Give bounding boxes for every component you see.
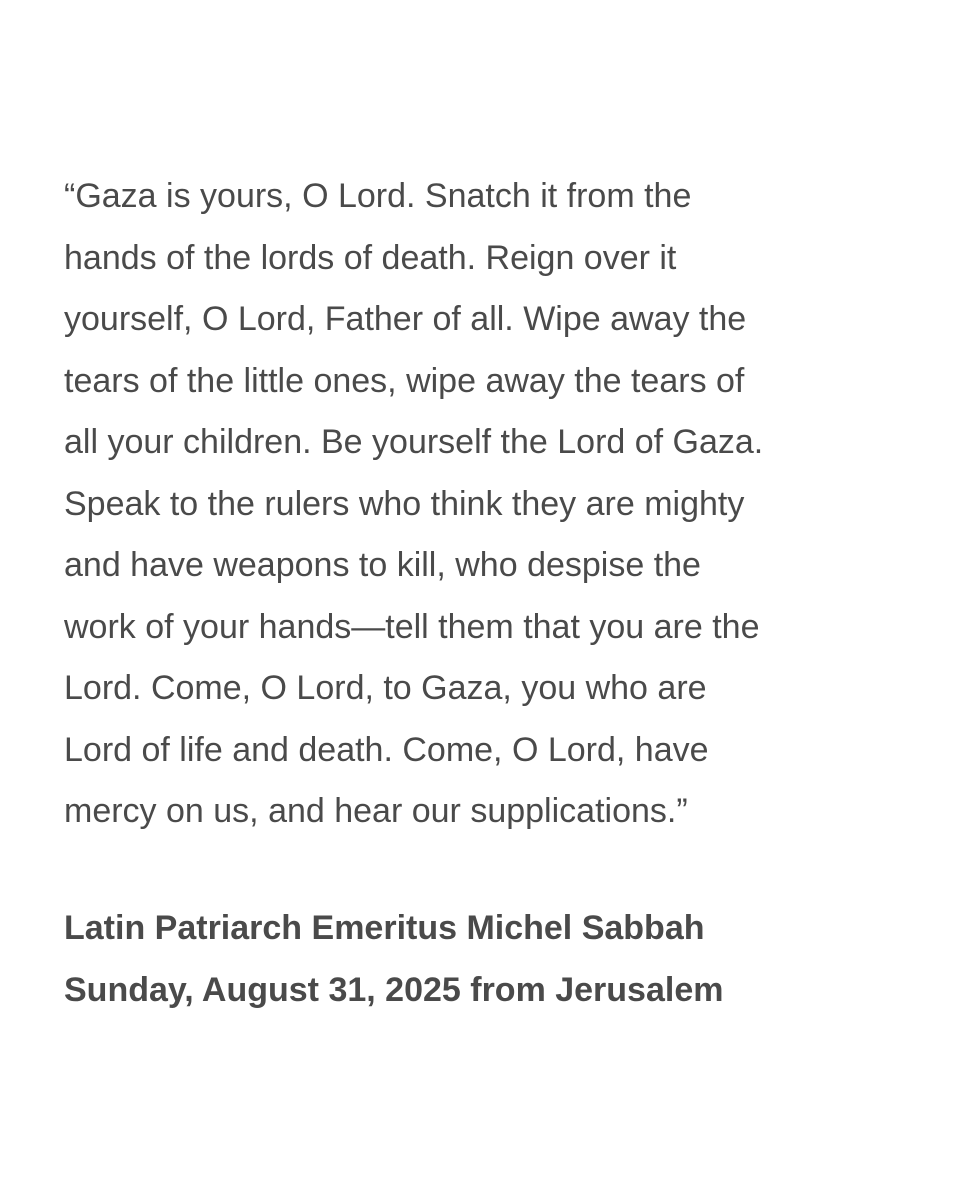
date-place: Sunday, August 31, 2025 from Jerusalem: [64, 970, 724, 1009]
quote-line: and have weapons to kill, who despise the: [64, 546, 701, 584]
quote-line: mercy on us, and hear our supplications.”: [64, 792, 688, 830]
quote-line: work of your hands—tell them that you are the: [64, 607, 760, 646]
author-name: Latin Patriarch Emeritus Michel Sabbah: [64, 909, 705, 947]
prayer-quote: [64, 166, 904, 843]
quote-line: Lord. Come, O Lord, to Gaza, you who are: [64, 669, 707, 707]
quote-line: tears of the little ones, wipe away the tears of: [64, 361, 745, 400]
quote-line: all your children. Be yourself the Lord of Gaza.: [64, 423, 764, 461]
quote-line: Lord of life and death. Come, O Lord, have: [64, 730, 709, 769]
quote-line: Speak to the rulers who think they are mighty: [64, 484, 745, 523]
quote-line: “Gaza is yours, O Lord. Snatch it from the: [64, 177, 692, 215]
attribution: [64, 898, 904, 1021]
quote-line: hands of the lords of death. Reign over it: [64, 238, 677, 277]
quote-line: yourself, O Lord, Father of all. Wipe away the: [64, 300, 747, 338]
